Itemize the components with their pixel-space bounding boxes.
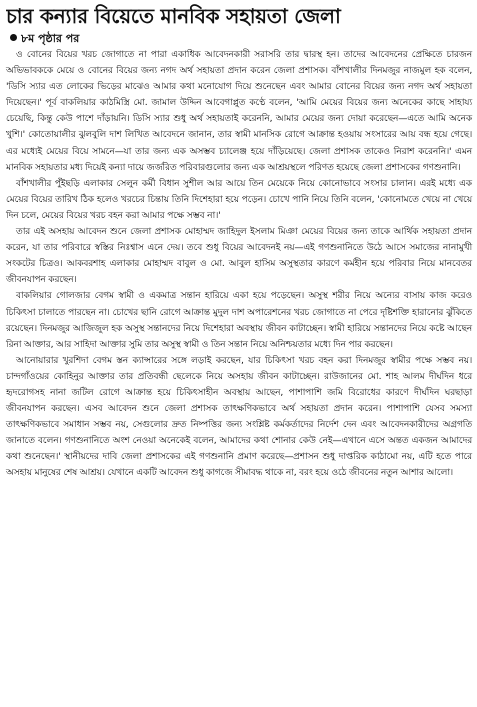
continuation-line — [10, 32, 472, 46]
paragraph: আনোয়ারার খুরশিদা বেগম স্তন ক্যান্সারের সঙ্গে লড়াই করছেন, যার চিকিৎসা খরচ বহন করা দিনমজুর স্বামীর পক্ষে সম্ভব নয়। চান্দগাঁওয়ের কোহিনুর আক্তার তার প্রতিবন্ধী ছেলেকে নিয়ে অসহায় জীবন কাটাচ্ছেন। রাউজানের মো. শাহ আলম দীর্ঘদিন ধরে হৃদরোগসহ নানা জটিল রোগে আক্রান্ত হয়ে চিকিৎসাহীন অবস্থায় আছেন, পাশাপাশি জমি বিরোধের কারণে দীর্ঘদিন ঘরছাড়া জীবনযাপন করছেন। এসব আবেদন শুনে জেলা প্রশাসক তাৎক্ষণিকভাবে অর্থ সহায়তা প্রদান করেন। পাশাপাশি যেসব সমস্যা তাৎক্ষণিকভাবে সমাধান সম্ভব নয়, সেগুলোর দ্রুত নিষ্পত্তির জন্য সংশ্লিষ্ট কর্মকর্তাদের নির্দেশ দেন এবং আবেদনকারীদের অগ্রগতি জানাতে বলেন। গণশুনানিতে অংশ নেওয়া অনেকেই বলেন, আমাদের কথা শোনার কেউ নেই—এখানে এসে অন্তত একজন আমাদের কথা শুনেছেন।' স্থানীয়দের দাবি জেলা প্রশাসকের এই গণশুনানি প্রমাণ করেছে—প্রশাসন শুধু দাপ্তরিক কাঠামো নয়, এটি হতে পারে অসহায় মানুষের শেষ আশ্রয়। যেখানে একটি আবেদন শুধু কাগজে সীমাবদ্ধ থাকে না, বরং হয়ে ওঠে জীবনের নতুন আশার আলো। — [6, 354, 472, 479]
bullet-icon — [10, 34, 17, 41]
article-body — [6, 47, 472, 482]
headline: চার কন্যার বিয়েতে মানবিক সহায়তা জেলা — [6, 4, 341, 28]
paragraph: তার এই অসহায় আবেদন শুনে জেলা প্রশাসক মোহাম্মদ জাহিদুল ইসলাম মিঞা মেয়ের বিয়ের জন্য তাকে আর্থিক সহায়তা প্রদান করেন, যা তার পরিবারে স্বস্তির নিঃশ্বাস এনে দেয়। তবে শুধু বিয়ের আবেদনই নয়—এই গণশুনানিতে উঠে আসে সমাজের নানামুখী সংকটের চিত্রও। আকবরশাহ এলাকার মোহাম্মদ বাবুল ও মো. আবুল হাসিম অসুস্থতার কারণে কর্মহীন হয়ে পরিবার নিয়ে মানবেতর জীবনযাপন করছেন। — [6, 226, 472, 286]
paragraph: ও বোনের বিয়ের খরচ জোগাতে না পারা একাধিক আবেদনকারী সরাসরি তার দ্বারস্থ হন। তাদের আবেদনের প্রেক্ষিতে চারজন অভিভাবককে মেয়ে ও বোনের বিয়ের জন্য নগদ অর্থ সহায়তা প্রদান করেন জেলা প্রশাসক। বাঁশখালীর দিনমজুর নাজমুল হক বলেন, 'ডিসি স্যার এত লোকের ভিড়ের মাঝেও আমার কথা মনোযোগ দিয়ে শুনেছেন এবং আমার বোনের বিয়ের জন্য নগদ অর্থ সহায়তা দিয়েছেন।' পূর্ব বাকলিয়ার কাঠমিস্ত্রি মো. জামাল উদ্দিন আবেগাপ্লুত কণ্ঠে বলেন, 'আমি মেয়ের বিয়ের জন্য অনেকের কাছে সাহায্য চেয়েছি, কিন্তু কেউ পাশে দাঁড়ায়নি। ডিসি স্যার শুধু অর্থ সহায়তাই করেননি, আমার মেয়ের জন্য দোয়া করেছেন—এতে আমি অনেক খুশি।' কোতোয়ালীর ঝুলবুলি দাশ লিখিত আবেদনে জানান, তার স্বামী মানসিক রোগে আক্রান্ত হওয়ায় সংসারের আয় বন্ধ হয়ে গেছে। এর মধ্যেই মেয়ের বিয়ে সামনে—যা তার জন্য এক অসম্ভব চ্যালেঞ্জ হয়ে দাঁড়িয়েছে। জেলা প্রশাসক তাকেও নিরাশ করেননি।' এমন মানবিক সহায়তার মধ্য দিয়েই কন্যা দায়ে জর্জরিত পরিবারগুলোর জন্য এক আশ্রয়স্থলে পরিণত হয়েছে জেলা প্রশাসকের গণশুনানি। — [6, 49, 472, 173]
paragraph: বাকলিয়ার গোলজার বেগম স্বামী ও একমাত্র সন্তান হারিয়ে একা হয়ে পড়েছেন। অসুস্থ শরীর নিয়ে অন্যের বাসায় কাজ করেও চিকিৎসা চালাতে পারছেন না। চোখের ছানি রোগে আক্রান্ত মুদুল দাশ অপারেশনের খরচ জোগাতে না পেরে দৃষ্টিশক্তি হারানোর ঝুঁকিতে রয়েছেন। দিনমজুর আজিজুল হক অসুস্থ সন্তানদের নিয়ে দিশেহারা অবস্থায় জীবন কাটাচ্ছেন। স্বামী হারিয়ে সন্তানদের নিয়ে কষ্টে আছেন রিনা আক্তার, আর সাহিদা আক্তার সুমি তার অসুস্থ স্বামী ও তিন সন্তান নিয়ে অনিশ্চয়তার মধ্যে দিন পার করছেন। — [6, 290, 472, 350]
continuation-label: ৮ম পৃষ্ঠার পর — [21, 32, 80, 45]
paragraph: বাঁশখালীর পুঁইছড়ি এলাকার সেলুন কর্মী বিধান সুশীল আর আয়ে তিন মেয়েকে নিয়ে কোনোভাবে সংসার চালান। এরই মধ্যে এক মেয়ের বিয়ের তারিখ ঠিক হলেও খরচের চিন্তায় তিনি দিশেহারা হয়ে পড়েন। চোখে পানি নিয়ে তিনি বলেন, 'কোনোমতে খেয়ে না খেয়ে দিন চলে, মেয়ের বিয়ের খরচ বহন করা আমার পক্ষে সম্ভব না।' — [6, 177, 472, 221]
